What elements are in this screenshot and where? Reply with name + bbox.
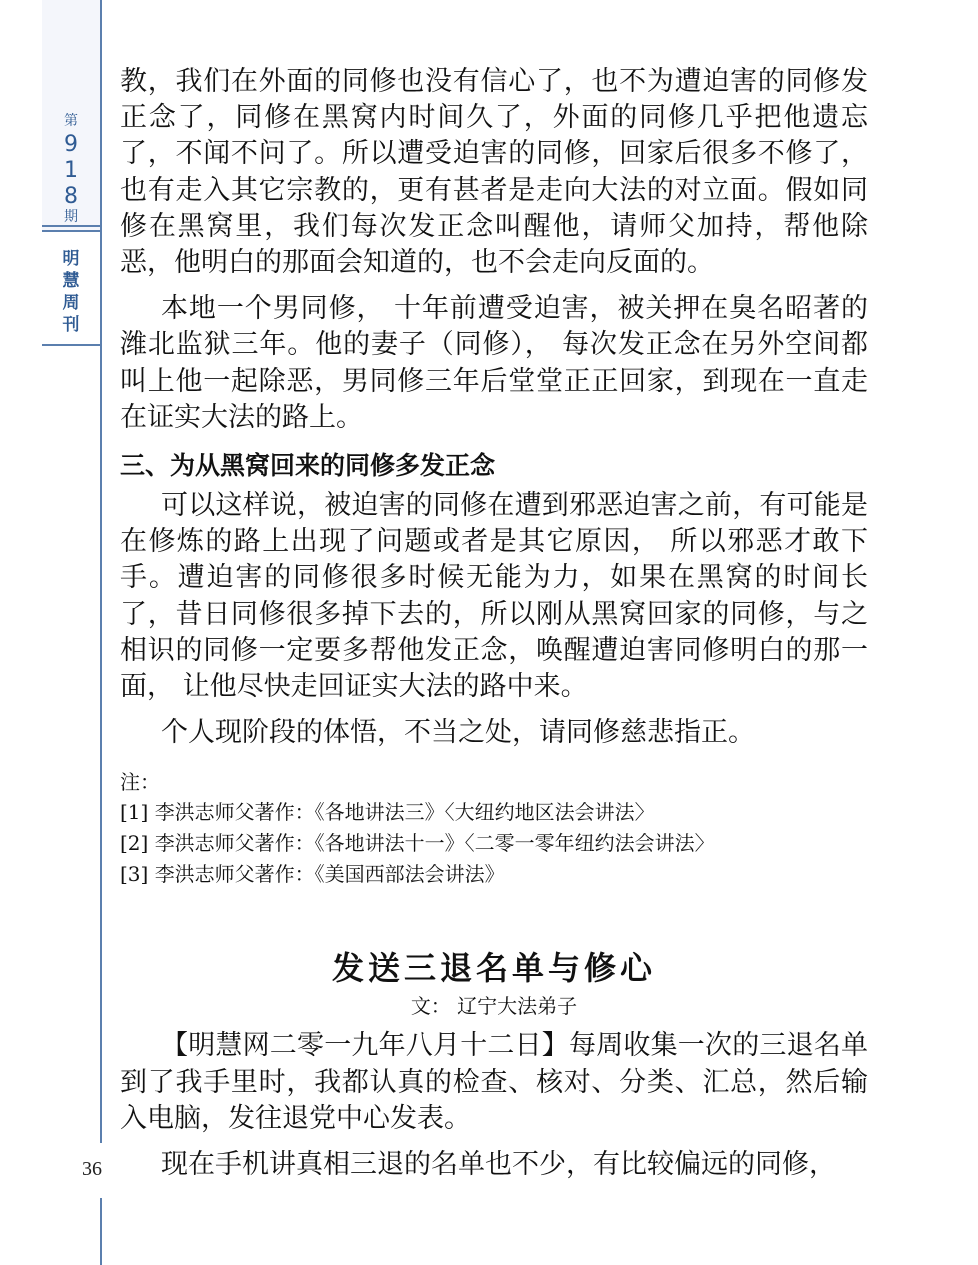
footnote: [2] 李洪志师父著作：《各地讲法十一》〈二零一零年纽约法会讲法〉: [120, 831, 715, 856]
magazine-char: 明: [62, 249, 80, 269]
section-heading: 三、为从黑窝回来的同修多发正念: [120, 451, 496, 481]
paragraph: 现在手机讲真相三退的名单也不少，有比较偏远的同修，: [161, 1149, 836, 1181]
issue-digit: 9: [64, 132, 78, 157]
sidebar-divider-bottom: [42, 230, 100, 232]
footnote: [3] 李洪志师父著作：《美国西部法会讲法》: [120, 862, 505, 887]
magazine-char: 慧: [62, 271, 80, 291]
issue-suffix: 期: [64, 209, 78, 225]
issue-prefix: 第: [64, 113, 78, 129]
footnote: [1] 李洪志师父著作：《各地讲法三》〈大纽约地区法会讲法〉: [120, 800, 655, 825]
paragraph: 【明慧网二零一九年八月十二日】每周收集一次的三退名单到了我手里时，我都认真的检查、核对、分类、汇总，然后输入电脑，发往退党中心发表。: [120, 1030, 868, 1134]
article-body: [120, 64, 868, 1183]
page-number: 36: [82, 1158, 102, 1180]
paragraph: 教，我们在外面的同修也没有信心了，也不为遭迫害的同修发正念了，同修在黑窝内时间久了，外面的同修几乎把他遗忘了，不闻不问了。所以遭受迫害的同修，回家后很多不修了，也有走入其它宗教的，更有甚者是走向大法的对立面。假如同修在黑窝里，我们每次发正念叫醒他，请师父加持，帮他除恶，他明白的那面会知道的，也不会走向反面的。: [120, 66, 868, 279]
paragraph: 个人现阶段的体悟，不当之处，请同修慈悲指正。: [161, 717, 755, 749]
paragraph: 可以这样说，被迫害的同修在遭到邪恶迫害之前，有可能是在修炼的路上出现了问题或者是其它原因， 所以邪恶才敢下手。遭迫害的同修很多时候无能为力，如果在黑窝的时间长了，昔日同修很多掉下去的，所以刚从黑窝回家的同修，与之相识的同修一定要多帮他发正念，唤醒遭迫害同修明白的那一面， 让他尽快走回证实大法的路中来。: [120, 490, 868, 703]
notes-label: 注：: [120, 770, 160, 795]
article-title: 发送三退名单与修心: [331, 949, 656, 988]
magazine-char: 周: [62, 293, 80, 313]
byline: 文： 辽宁大法弟子: [410, 994, 578, 1019]
margin-rule-bottom: [100, 1198, 102, 1265]
issue-digit: 1: [64, 158, 78, 183]
issue-digit: 8: [64, 184, 78, 209]
margin-rule: [100, 0, 102, 1143]
sidebar-divider-end: [42, 344, 100, 346]
magazine-char: 刊: [62, 315, 80, 335]
magazine-name: [42, 248, 100, 336]
paragraph: 本地一个男同修， 十年前遭受迫害，被关押在臭名昭著的潍北监狱三年。他的妻子（同修）， 每次发正念在另外空间都叫上他一起除恶，男同修三年后堂堂正正回家，到现在一直走在证实大法的路上。: [120, 293, 868, 433]
